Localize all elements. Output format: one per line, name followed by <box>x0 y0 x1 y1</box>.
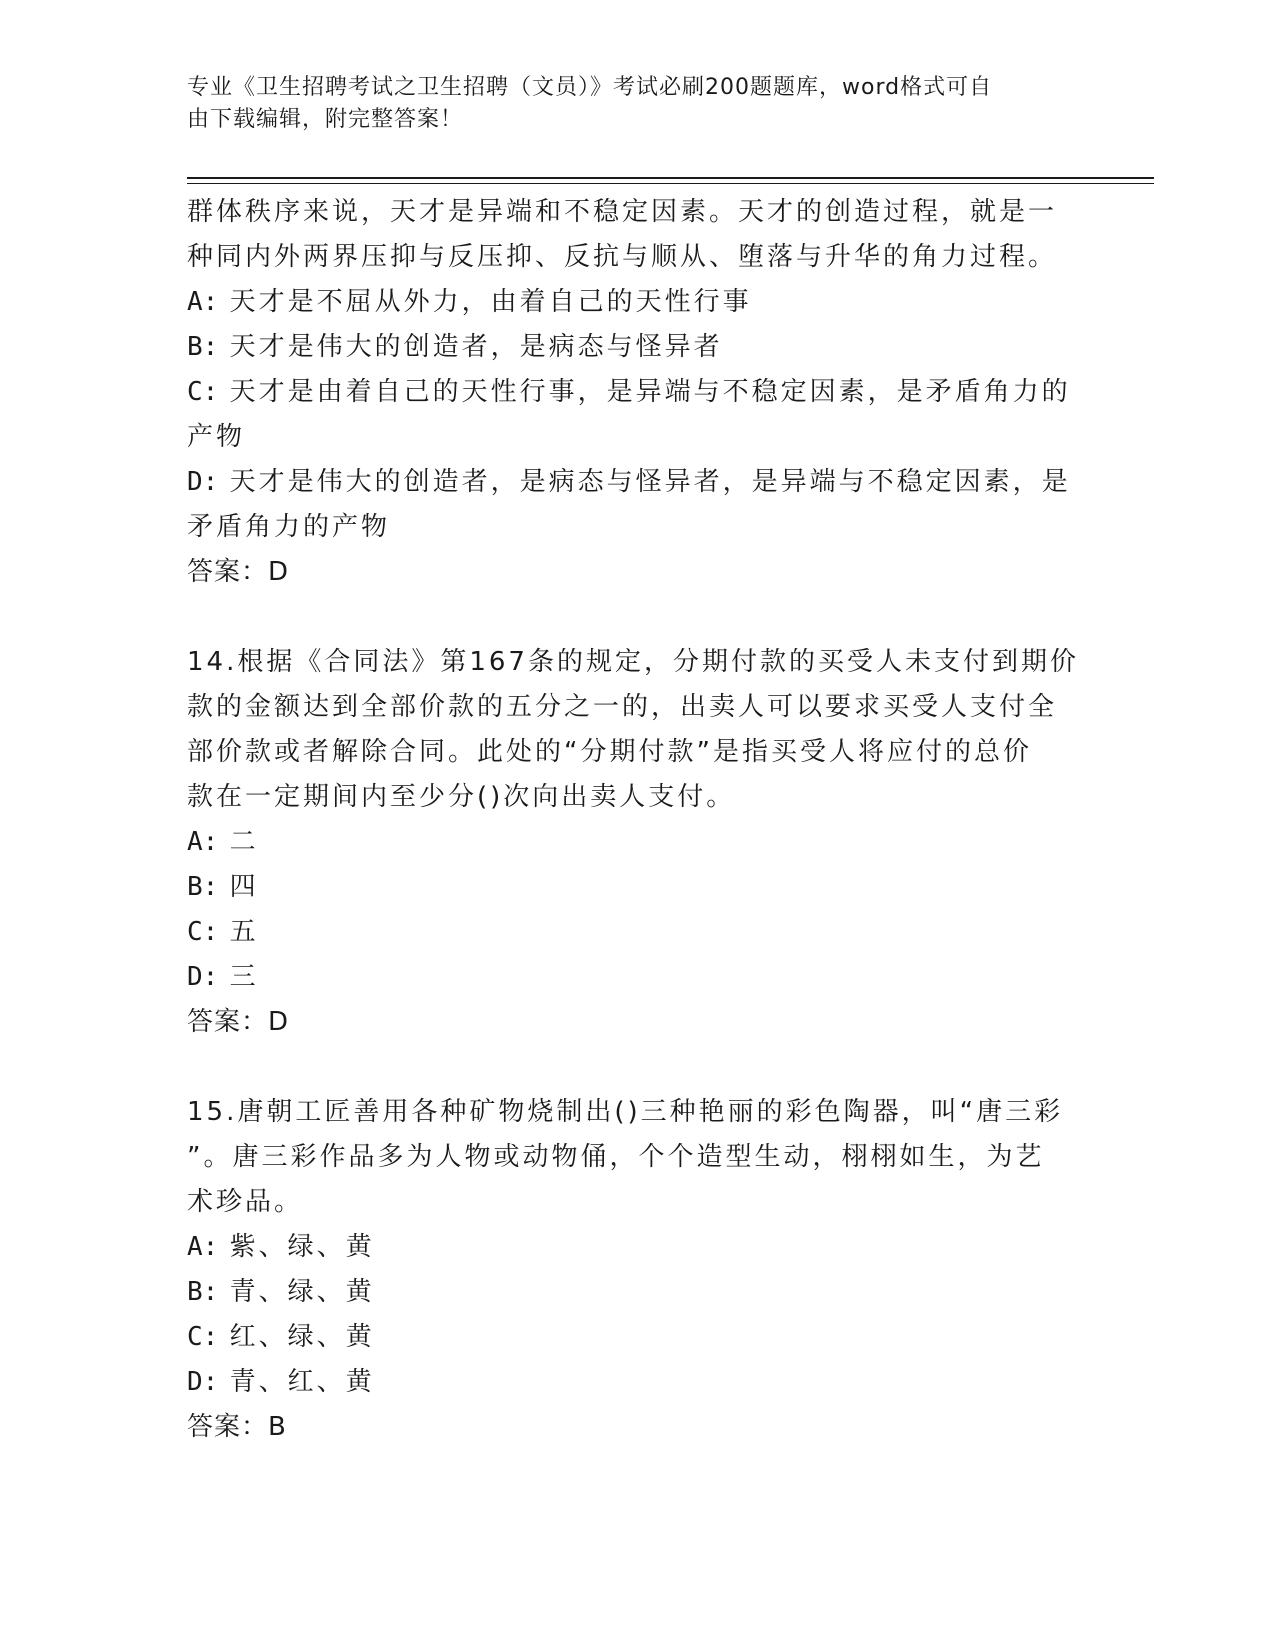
question-stem-line: 15.唐朝工匠善用各种矿物烧制出()三种艳丽的彩色陶器，叫“唐三彩 <box>187 1097 1064 1127</box>
question-15 <box>187 1090 1067 1450</box>
option-letter: D: <box>187 1367 219 1397</box>
question-stem-line: 款的金额达到全部价款的五分之一的，出卖人可以要求买受人支付全 <box>187 692 1058 722</box>
answer-line: 答案：B <box>187 1412 287 1442</box>
option-c <box>187 910 1067 955</box>
option-letter: A: <box>187 1232 219 1262</box>
answer-line: 答案：D <box>187 557 290 587</box>
page-header <box>187 72 1067 136</box>
option-text: 四 <box>229 872 259 902</box>
option-text: 青、绿、黄 <box>229 1277 375 1307</box>
answer-line: 答案：D <box>187 1007 290 1037</box>
option-b <box>187 1270 1067 1315</box>
option-a <box>187 1225 1067 1270</box>
option-letter: B: <box>187 872 219 902</box>
question-stem-line: 款在一定期间内至少分()次向出卖人支付。 <box>187 782 736 812</box>
option-letter: A: <box>187 827 219 857</box>
header-divider-thick <box>187 177 1154 179</box>
option-d <box>187 955 1067 1000</box>
option-letter: A: <box>187 287 219 317</box>
header-line-1: 专业《卫生招聘考试之卫生招聘（文员）》考试必刷200题题库，word格式可自 <box>187 75 993 100</box>
question-stem-line: 种同内外两界压抑与反压抑、反抗与顺从、堕落与升华的角力过程。 <box>187 242 1058 272</box>
option-text: 五 <box>229 917 259 947</box>
option-text: 紫、绿、黄 <box>229 1232 375 1262</box>
option-text: 红、绿、黄 <box>229 1322 375 1352</box>
question-stem-line: 部价款或者解除合同。此处的“分期付款”是指买受人将应付的总价 <box>187 737 1032 767</box>
header-divider-thin <box>187 183 1154 184</box>
option-c <box>187 1315 1067 1360</box>
question-stem-line: 14.根据《合同法》第167条的规定，分期付款的买受人未支付到期价 <box>187 647 1079 677</box>
option-a <box>187 280 1067 325</box>
option-text: 青、红、黄 <box>229 1367 375 1397</box>
option-d-continued: 矛盾角力的产物 <box>187 512 391 542</box>
option-text: 二 <box>229 827 259 857</box>
option-text: 三 <box>229 962 259 992</box>
question-stem-line: 术珍品。 <box>187 1187 304 1217</box>
option-letter: D: <box>187 467 219 497</box>
spacer <box>187 1045 1067 1090</box>
option-c <box>187 370 1071 415</box>
document-body <box>187 190 1079 1450</box>
option-text: 天才是伟大的创造者，是病态与怪异者，是异端与不稳定因素，是 <box>229 467 1071 497</box>
option-letter: B: <box>187 1277 219 1307</box>
option-c-continued: 产物 <box>187 422 246 452</box>
question-stem-line: ”。唐三彩作品多为人物或动物俑，个个造型生动，栩栩如生，为艺 <box>187 1142 1045 1172</box>
option-letter: C: <box>187 1322 219 1352</box>
option-d <box>187 1360 1067 1405</box>
option-letter: C: <box>187 917 219 947</box>
question-14 <box>187 640 1079 1045</box>
option-text: 天才是不屈从外力，由着自己的天性行事 <box>229 287 752 317</box>
option-b <box>187 865 1067 910</box>
option-text: 天才是由着自己的天性行事，是异端与不稳定因素，是矛盾角力的 <box>229 377 1071 407</box>
option-text: 天才是伟大的创造者，是病态与怪异者 <box>229 332 723 362</box>
question-stem-line: 群体秩序来说，天才是异端和不稳定因素。天才的创造过程，就是一 <box>187 197 1058 227</box>
option-letter: B: <box>187 332 219 362</box>
spacer <box>187 595 1067 640</box>
header-line-2: 由下载编辑，附完整答案！ <box>187 107 464 132</box>
option-letter: C: <box>187 377 219 407</box>
option-d <box>187 460 1071 505</box>
option-b <box>187 325 1067 370</box>
option-letter: D: <box>187 962 219 992</box>
question-13 <box>187 190 1071 595</box>
option-a <box>187 820 1067 865</box>
